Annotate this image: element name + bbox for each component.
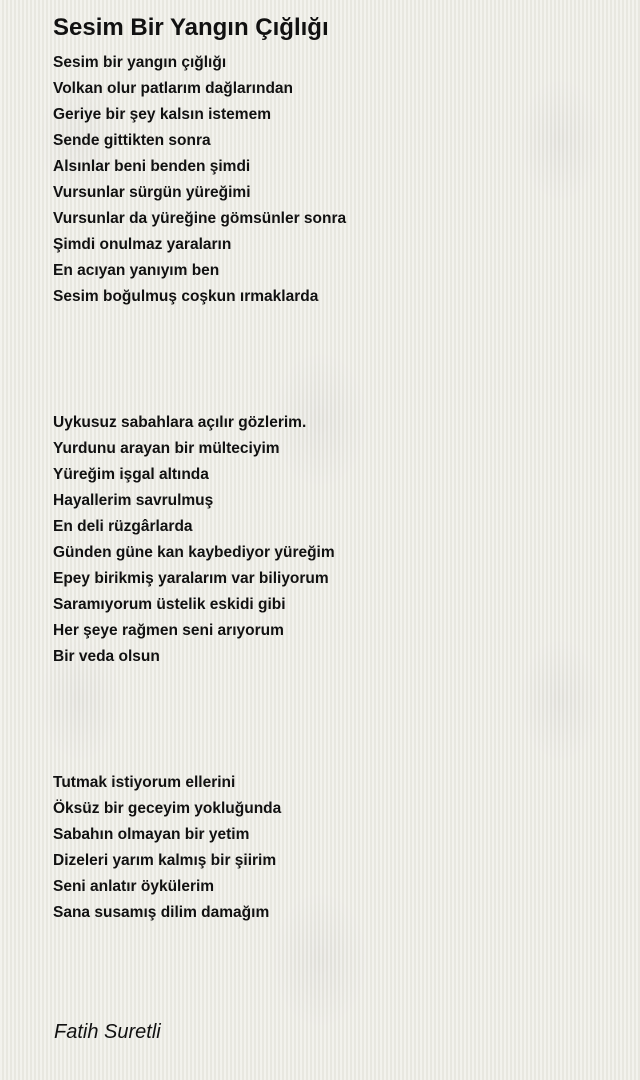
poem-line: Sesim bir yangın çığlığı [53, 54, 227, 71]
poem-line: Sabahın olmayan bir yetim [53, 826, 250, 843]
poem-line: En acıyan yanıyım ben [53, 262, 220, 279]
poem-line: Uykusuz sabahlara açılır gözlerim. [53, 414, 307, 431]
poem-line: Vursunlar sürgün yüreğimi [53, 184, 251, 201]
stanza-1 [53, 50, 613, 310]
poem-title: Sesim Bir Yangın Çığlığı [53, 14, 329, 41]
poem-line: Şimdi onulmaz yaraların [53, 236, 232, 253]
poem-line: Hayallerim savrulmuş [53, 492, 214, 509]
poem-container [53, 10, 613, 926]
poem-line: Alsınlar beni benden şimdi [53, 158, 251, 175]
poem-line: Öksüz bir geceyim yokluğunda [53, 800, 282, 817]
poem-line: Dizeleri yarım kalmış bir şiirim [53, 852, 277, 869]
poem-author: Fatih Suretli [54, 1021, 161, 1043]
poem-line: Sana susamış dilim damağım [53, 904, 270, 921]
poem-line: Vursunlar da yüreğine gömsünler sonra [53, 210, 347, 227]
poem-line: Saramıyorum üstelik eskidi gibi [53, 596, 286, 613]
stanza-3 [53, 770, 613, 926]
poem-line: Sesim boğulmuş coşkun ırmaklarda [53, 288, 319, 305]
poem-line: En deli rüzgârlarda [53, 518, 193, 535]
poem-line: Sende gittikten sonra [53, 132, 211, 149]
poem-line: Volkan olur patlarım dağlarından [53, 80, 294, 97]
poem-line: Bir veda olsun [53, 648, 160, 665]
poem-line: Seni anlatır öykülerim [53, 878, 215, 895]
poem-line: Her şeye rağmen seni arıyorum [53, 622, 284, 639]
poem-line: Günden güne kan kaybediyor yüreğim [53, 544, 335, 561]
poem-line: Tutmak istiyorum ellerini [53, 774, 236, 791]
poem-line: Epey birikmiş yaralarım var biliyorum [53, 570, 329, 587]
poem-line: Geriye bir şey kalsın istemem [53, 106, 271, 123]
stanza-2 [53, 410, 613, 670]
poem-line: Yurdunu arayan bir mülteciyim [53, 440, 280, 457]
poem-line: Yüreğim işgal altında [53, 466, 209, 483]
